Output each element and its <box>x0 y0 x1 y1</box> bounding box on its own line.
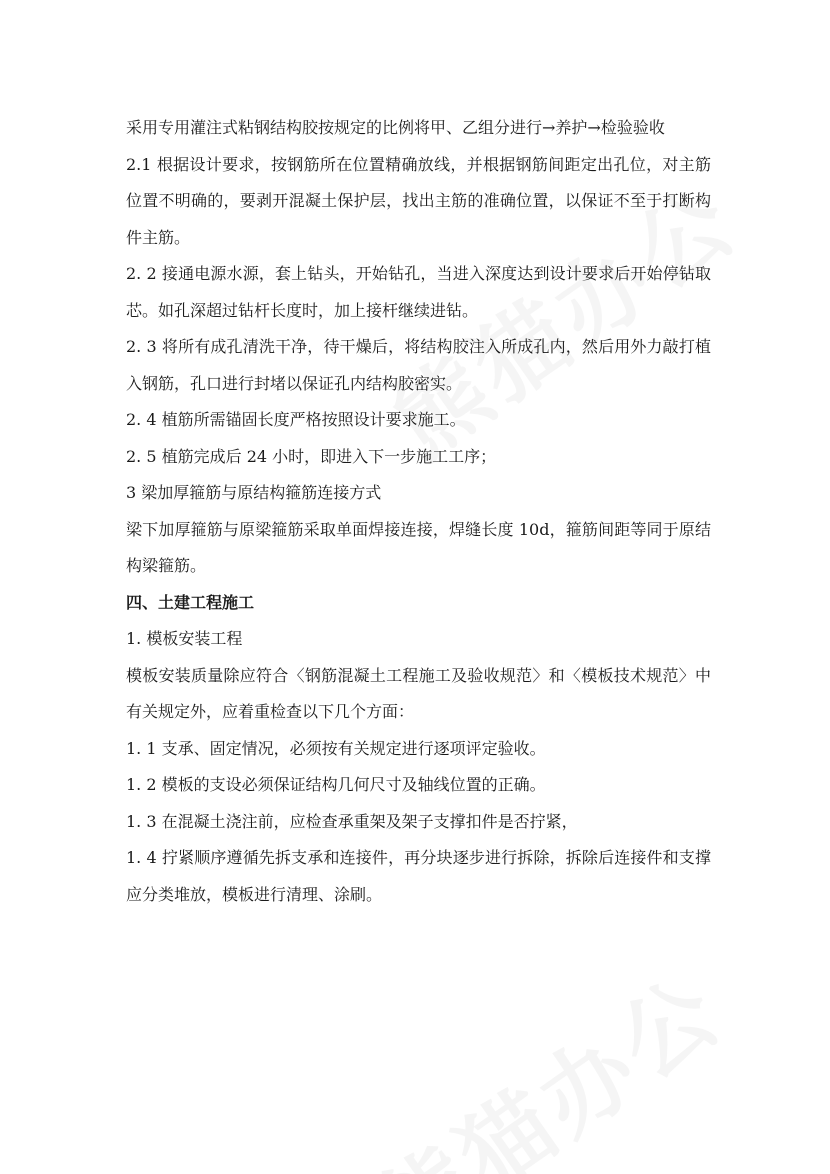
paragraph: 2. 5 植筋完成后 24 小时，即进入下一步施工工序； <box>126 446 497 466</box>
paragraph: 2. 3 将所有成孔清洗干净，待干燥后，将结构胶注入所成孔内，然后用外力敲打植入钢筋，孔口进行封堵以保证孔内结构胶密实。 <box>126 337 711 393</box>
paragraph: 1. 模板安装工程 <box>126 629 243 648</box>
paragraph: 2. 4 植筋所需锚固长度严格按照设计要求施工。 <box>126 410 466 429</box>
paragraph: 1. 2 模板的支设必须保证结构几何尺寸及轴线位置的正确。 <box>126 775 546 794</box>
paragraph: 3 梁加厚箍筋与原结构箍筋连接方式 <box>126 483 382 502</box>
paragraph: 梁下加厚箍筋与原梁箍筋采取单面焊接连接，焊缝长度 10d，箍筋间距等同于原结构梁箍筋。 <box>126 519 711 575</box>
paragraph: 1. 3 在混凝土浇注前，应检查承重架及架子支撑扣件是否拧紧， <box>126 811 578 831</box>
paragraph: 1. 1 支承、固定情况，必须按有关规定进行逐项评定验收。 <box>126 738 546 758</box>
paragraph: 模板安装质量除应符合〈钢筋混凝土工程施工及验收规范〉和〈模板技术规范〉中有关规定外，应着重检查以下几个方面： <box>126 665 711 721</box>
section-heading: 四、土建工程施工 <box>126 592 255 612</box>
paragraph: 1. 4 拧紧顺序遵循先拆支承和连接件，再分块逐步进行拆除，拆除后连接件和支撑应分类堆放，模板进行清理、涂刷。 <box>126 848 711 904</box>
document-body <box>126 110 711 913</box>
paragraph: 采用专用灌注式粘钢结构胶按规定的比例将甲、乙组分进行→养护→检验验收 <box>126 118 665 137</box>
watermark <box>348 940 745 1174</box>
paragraph: 2.1 根据设计要求，按钢筋所在位置精确放线，并根据钢筋间距定出孔位，对主筋位置不明确的，要剥开混凝土保护层，找出主筋的准确位置，以保证不至于打断构件主筋。 <box>126 154 711 247</box>
paragraph: 2. 2 接通电源水源，套上钻头，开始钻孔，当进入深度达到设计要求后开始停钻取芯。如孔深超过钻杆长度时，加上接杆继续进钻。 <box>126 264 711 320</box>
